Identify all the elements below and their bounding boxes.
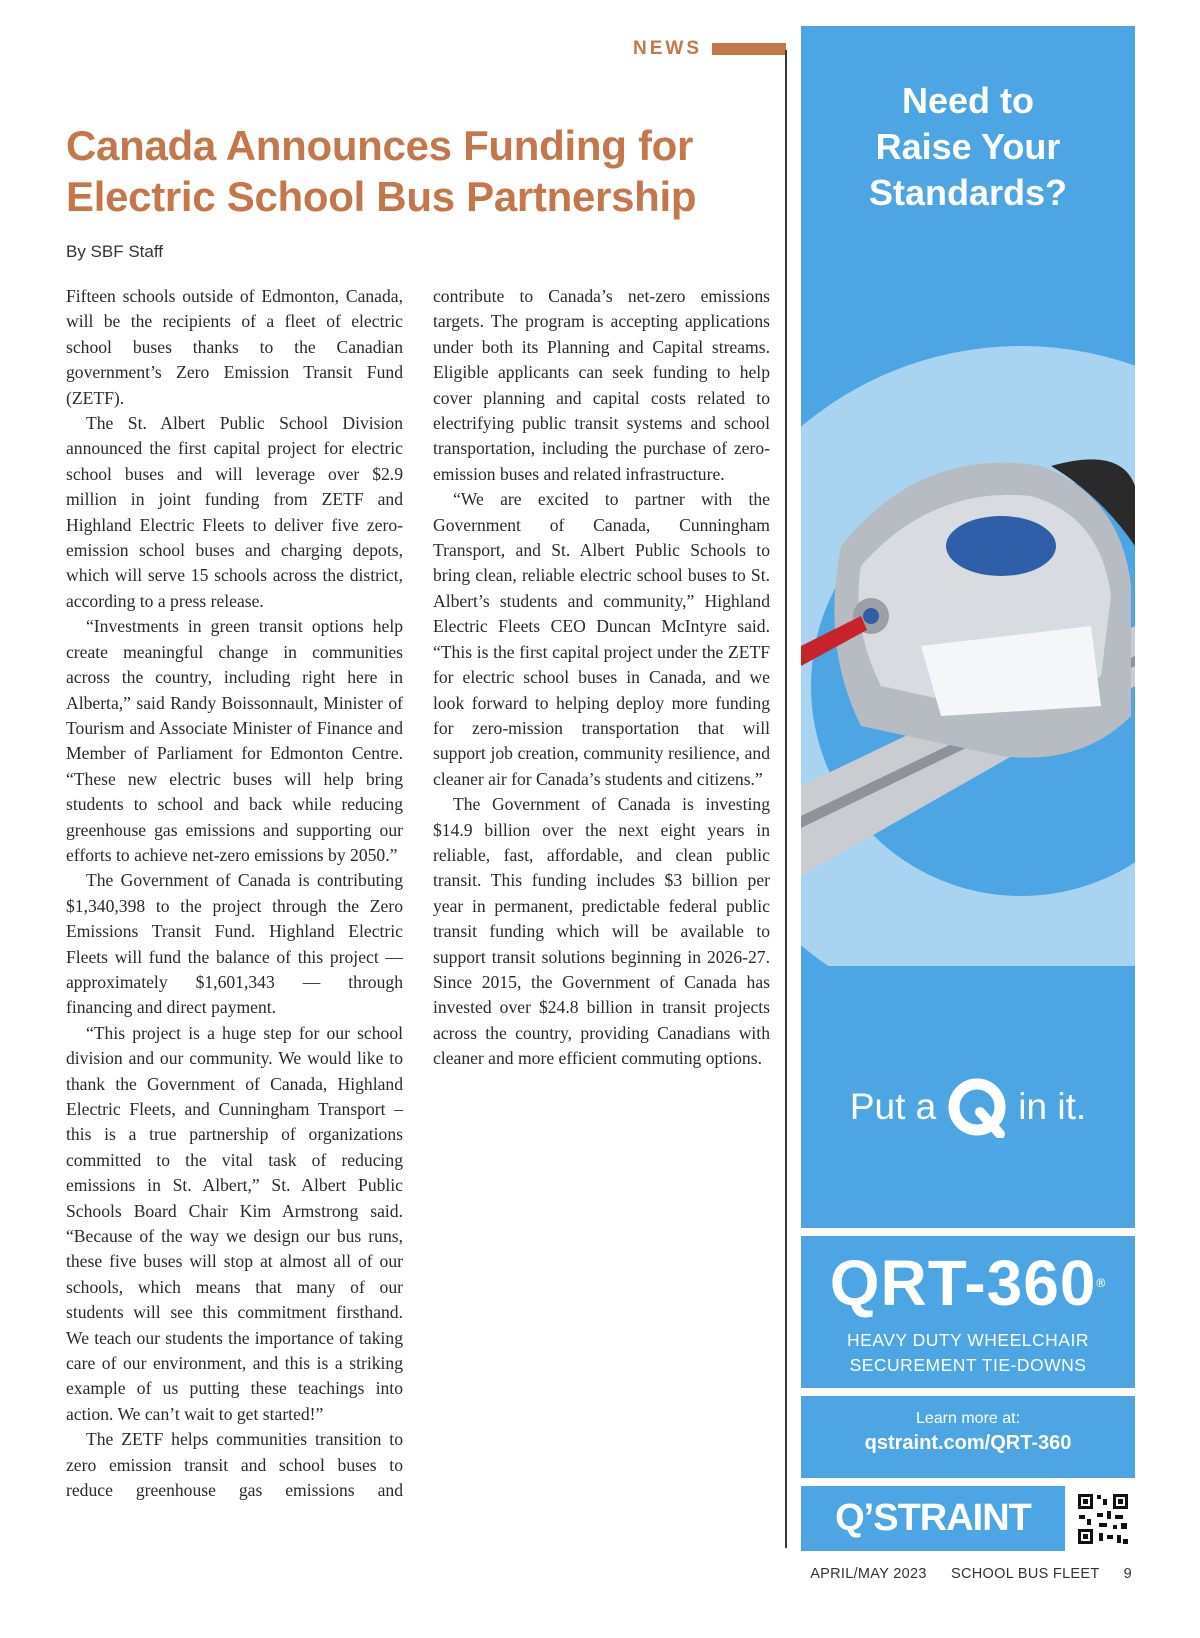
ad-headline: Need to Raise Your Standards? [868,80,1068,213]
article-paragraph: “This project is a huge step for our school division and our community. We would like to thank the Government of Canada, Highland Electric Fleets, and Cunningham Transport – this is a true partnership of organizations committed to the vital task of reducing emissions in St. Albert,” St. Albert Public Schools Board Chair Kim Armstrong said. “Because of the way we design our bus runs, these five buses will stop at almost all of our schools, which means that many of our students will see this commitment firsthand. We teach our students the importance of taking care of our environment, and this is a striking example of us putting these teachings into action. We can’t wait to get started!” [66,1022,403,1424]
article-byline: By SBF Staff [66,242,164,261]
ad-product-description: HEAVY DUTY WHEELCHAIR SECUREMENT TIE-DOWNS [847,1330,1089,1375]
article-paragraph: The Government of Canada is contributing $1,340,398 to the project through the Zero Emissions Transit Fund. Highland Electric Fleets will fund the balance of this project — approximately $1,601,343 — through financing and direct payment. [66,870,403,1018]
ad-tagline: Put a in it. [801,1076,1135,1138]
ad-learn-more-panel [801,1396,1135,1478]
article-headline: Canada Announces Funding for Electric School Bus Partnership [66,122,697,220]
article-body [66,284,770,1524]
column-divider [785,50,787,1548]
footer-magazine: SCHOOL BUS FLEET [951,1566,1100,1582]
qstraint-advertisement[interactable] [801,26,1135,1551]
q-logo-icon [946,1076,1008,1138]
section-bar [712,43,786,55]
article-paragraph: The ZETF helps communities transition to zero emission transit and school buses to reduce greenhouse gas emissions and contribute to Canada’s net-zero emissions targets. The program is accepting applications under both its Planning and Capital streams. Eligible applicants can seek funding to help cover planning and capital costs related to electrifying public transit systems and school transportation, including the purchase of zero-emission buses and related infrastructure. [66,286,770,1501]
section-label: NEWS [633,38,702,59]
footer-issue: APRIL/MAY 2023 [810,1566,927,1582]
ad-product-panel [801,1236,1135,1388]
article-paragraph: The Government of Canada is investing $14.9 billion over the next eight years in reliable, fast, affordable, and clean public transit. This funding includes $3 billion per year in permanent, predictable federal public transit funding which will be available to support transit solutions beginning in 2026-27. Since 2015, the Government of Canada has invested over $24.8 billion in transit projects across the country, providing Canadians with cleaner and more efficient commuting options. [433,794,770,1069]
ad-url-link[interactable]: qstraint.com/QRT-360 [864,1432,1072,1454]
page-number: 9 [1123,1566,1132,1582]
ad-brand-logo: Q’STRAINT [801,1486,1065,1551]
ad-model-name: QRT-360® [829,1247,1107,1319]
section-tag [560,36,786,62]
article-paragraph: “We are excited to partner with the Government of Canada, Cunningham Transport, and St. Albert Public Schools to bring clean, reliable electric school buses to St. Albert’s students and community,” Highland Electric Fleets CEO Duncan McIntyre said. “This is the first capital project under the ZETF for electric school buses in Canada, and we look forward to helping deploy more funding for zero-mission transportation that will support job creation, community resilience, and cleaner air for Canada’s students and citizens.” [433,489,770,789]
ad-learn-label: Learn more at: [915,1410,1021,1427]
article-paragraph: The St. Albert Public School Division announced the first capital project for electric school buses and will leverage over $2.9 million in joint funding from ZETF and Highland Electric Fleets to deliver five zero-emission school buses and charging depots, which will serve 15 schools across the district, according to a press release. [66,413,403,611]
article-paragraph: Fifteen schools outside of Edmonton, Canada, will be the recipients of a fleet of electric school buses thanks to the Canadian government’s Zero Emission Transit Fund (ZETF). [66,286,403,408]
qr-code-icon[interactable] [1075,1491,1131,1547]
article-paragraph: “Investments in green transit options help create meaningful change in communities across the country, including right here in Alberta,” said Randy Boissonnault, Minister of Tourism and Associate Minister of Finance and Member of Parliament for Edmonton Centre. “These new electric buses will help bring students to school and back while reducing greenhouse gas emissions and supporting our efforts to achieve net-zero emissions by 2050.” [66,616,403,865]
page-footer [810,1566,1132,1582]
ad-hero-panel [801,26,1135,1228]
